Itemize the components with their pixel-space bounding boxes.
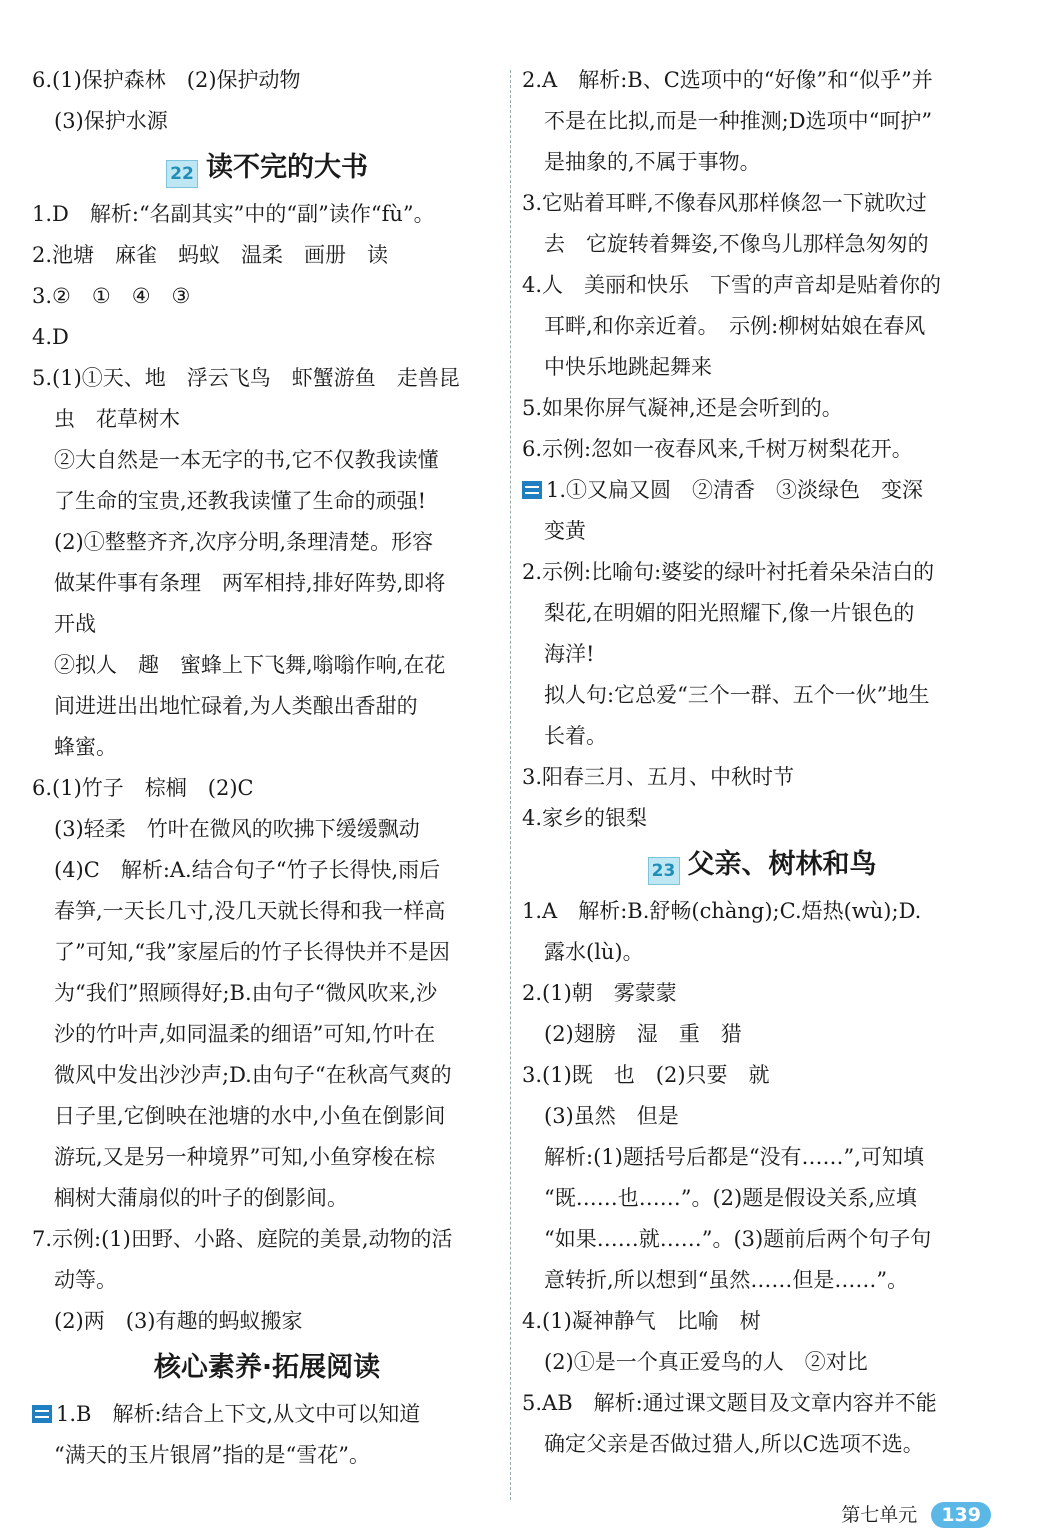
answer-text: (3)保护水源 — [54, 109, 168, 133]
answer-line — [522, 429, 1002, 470]
answer-line — [32, 1219, 502, 1260]
answer-continuation-line — [32, 1435, 502, 1476]
answer-text: 露水(lù)。 — [544, 940, 644, 964]
answer-text: 确定父亲是否做过猎人,所以C选项不选。 — [544, 1432, 924, 1456]
answer-text: 5.(1)①天、地 浮云飞鸟 虾蟹游鱼 走兽昆 — [32, 366, 460, 390]
page-number: 139 — [931, 1502, 991, 1528]
answer-line — [522, 1055, 1002, 1096]
answer-continuation-line — [32, 399, 502, 440]
answer-text: 虫 花草树木 — [54, 407, 180, 431]
answer-text: 4.人 美丽和快乐 下雪的声音却是贴着你的 — [522, 273, 942, 297]
answer-text: ②拟人 趣 蜜蜂上下飞舞,嗡嗡作响,在花 — [54, 653, 446, 677]
answer-text: 间进进出出地忙碌着,为人类酿出香甜的 — [54, 694, 418, 718]
answer-line — [32, 358, 502, 399]
answer-continuation-line — [32, 1178, 502, 1219]
column-divider — [510, 70, 511, 1500]
answer-line — [522, 973, 1002, 1014]
answer-text: 梨花,在明媚的阳光照耀下,像一片银色的 — [544, 601, 915, 625]
answer-text: 变黄 — [544, 519, 586, 543]
answer-continuation-line — [522, 1342, 1002, 1383]
answer-continuation-line — [32, 645, 502, 686]
answer-text: 1.①又扁又圆 ②清香 ③淡绿色 变深 — [546, 478, 924, 502]
answer-text: 中快乐地跳起舞来 — [544, 355, 712, 379]
answer-continuation-line — [32, 1137, 502, 1178]
answer-text: 榈树大蒲扇似的叶子的倒影间。 — [54, 1186, 348, 1210]
answer-text: 3.阳春三月、五月、中秋时节 — [522, 765, 795, 789]
answer-text: 了”可知,“我”家屋后的竹子长得快并不是因 — [54, 940, 450, 964]
answer-continuation-line — [32, 1014, 502, 1055]
lesson-number-badge: 23 — [648, 857, 680, 885]
answer-continuation-line — [32, 481, 502, 522]
answer-text: 4.家乡的银梨 — [522, 806, 648, 830]
answer-continuation-line — [32, 522, 502, 563]
section-title — [32, 1342, 502, 1394]
section-title-text: 核心素养·拓展阅读 — [153, 1352, 381, 1383]
lesson-number-badge: 22 — [166, 160, 198, 188]
answer-text: 意转折,所以想到“虽然……但是……”。 — [544, 1268, 909, 1292]
section-title-text: 读不完的大书 — [206, 152, 368, 183]
answer-continuation-line — [32, 809, 502, 850]
answer-continuation-line — [522, 675, 1002, 716]
answer-continuation-line — [32, 891, 502, 932]
answer-text: 动等。 — [54, 1268, 117, 1292]
answer-continuation-line — [32, 973, 502, 1014]
answer-line — [522, 1301, 1002, 1342]
answer-continuation-line — [522, 716, 1002, 757]
answer-continuation-line — [522, 634, 1002, 675]
answer-text: 春笋,一天长几寸,没几天就长得和我一样高 — [54, 899, 446, 923]
answer-text: 1.A 解析:B.舒畅(chàng);C.焐热(wù);D. — [522, 899, 922, 923]
answer-line — [32, 60, 502, 101]
answer-line — [522, 60, 1002, 101]
answer-text: 1.D 解析:“名副其实”中的“副”读作“fù”。 — [32, 202, 435, 226]
answer-continuation-line — [522, 224, 1002, 265]
answer-text: 海洋! — [544, 642, 595, 666]
answer-continuation-line — [32, 1096, 502, 1137]
answer-continuation-line — [522, 1014, 1002, 1055]
section-title — [32, 142, 502, 194]
answer-text: 去 它旋转着舞姿,不像鸟儿那样急匆匆的 — [544, 232, 929, 256]
answer-continuation-line — [32, 604, 502, 645]
answer-text: 微风中发出沙沙声;D.由句子“在秋高气爽的 — [54, 1063, 452, 1087]
answer-text: ②大自然是一本无字的书,它不仅教我读懂 — [54, 448, 439, 472]
answer-text: 做某件事有条理 两军相持,排好阵势,即将 — [54, 571, 446, 595]
answer-line — [522, 757, 1002, 798]
answer-text: 3.(1)既 也 (2)只要 就 — [522, 1063, 770, 1087]
answer-text: 日子里,它倒映在池塘的水中,小鱼在倒影间 — [54, 1104, 446, 1128]
answer-continuation-line — [522, 306, 1002, 347]
answer-line — [522, 183, 1002, 224]
answer-text: 不是在比拟,而是一种推测;D选项中“呵护” — [544, 109, 933, 133]
answer-continuation-line — [522, 347, 1002, 388]
answer-text: 2.示例:比喻句:婆娑的绿叶衬托着朵朵洁白的 — [522, 560, 935, 584]
answer-continuation-line — [32, 1055, 502, 1096]
answer-line — [32, 317, 502, 358]
answer-text: 耳畔,和你亲近着。 示例:柳树姑娘在春风 — [544, 314, 926, 338]
answer-text: 解析:(1)题括号后都是“没有……”,可知填 — [544, 1145, 924, 1169]
answer-text: 2.(1)朝 雾蒙蒙 — [522, 981, 677, 1005]
answer-line — [32, 1394, 502, 1435]
answer-line — [522, 265, 1002, 306]
answer-text: (2)①整整齐齐,次序分明,条理清楚。形容 — [54, 530, 434, 554]
answer-text: 1.B 解析:结合上下文,从文中可以知道 — [56, 1402, 421, 1426]
answer-text: 游玩,又是另一种境界”可知,小鱼穿梭在棕 — [54, 1145, 436, 1169]
answer-continuation-line — [522, 932, 1002, 973]
answer-text: 4.(1)凝神静气 比喻 树 — [522, 1309, 761, 1333]
answer-line — [522, 1383, 1002, 1424]
section-title-text: 父亲、树林和鸟 — [687, 849, 877, 880]
answer-continuation-line — [522, 1260, 1002, 1301]
answer-line — [32, 235, 502, 276]
answer-line — [522, 552, 1002, 593]
answer-text: (2)翅膀 湿 重 猎 — [544, 1022, 742, 1046]
page-footer — [841, 1500, 991, 1530]
unit-label: 第七单元 — [841, 1504, 918, 1526]
answer-continuation-line — [32, 686, 502, 727]
answer-text: 7.示例:(1)田野、小路、庭院的美景,动物的活 — [32, 1227, 453, 1251]
answer-continuation-line — [32, 1260, 502, 1301]
answer-continuation-line — [32, 727, 502, 768]
answer-line — [32, 276, 502, 317]
answer-continuation-line — [522, 1096, 1002, 1137]
answer-text: “如果……就……”。(3)题前后两个句子句 — [544, 1227, 932, 1251]
answer-continuation-line — [522, 1178, 1002, 1219]
answer-continuation-line — [522, 511, 1002, 552]
answer-line — [522, 798, 1002, 839]
right-column — [522, 60, 1002, 1465]
answer-text: 长着。 — [544, 724, 607, 748]
answer-continuation-line — [32, 932, 502, 973]
answer-text: 沙的竹叶声,如同温柔的细语”可知,竹叶在 — [54, 1022, 436, 1046]
answer-continuation-line — [522, 1137, 1002, 1178]
answer-text: 6.(1)保护森林 (2)保护动物 — [32, 68, 301, 92]
answer-text: (2)两 (3)有趣的蚂蚁搬家 — [54, 1309, 303, 1333]
answer-continuation-line — [522, 1219, 1002, 1260]
left-column — [32, 60, 502, 1476]
answer-text: 3.它贴着耳畔,不像春风那样倏忽一下就吹过 — [522, 191, 927, 215]
answer-text: 是抽象的,不属于事物。 — [544, 150, 761, 174]
answer-continuation-line — [32, 440, 502, 481]
answer-continuation-line — [32, 1301, 502, 1342]
answer-text: “既……也……”。(2)题是假设关系,应填 — [544, 1186, 917, 1210]
answer-text: 蜂蜜。 — [54, 735, 117, 759]
answer-line — [522, 388, 1002, 429]
answer-continuation-line — [32, 850, 502, 891]
answer-text: 6.示例:忽如一夜春风来,千树万树梨花开。 — [522, 437, 913, 461]
answer-continuation-line — [522, 593, 1002, 634]
answer-line — [522, 470, 1002, 511]
answer-text: 为“我们”照顾得好;B.由句子“微风吹来,沙 — [54, 981, 438, 1005]
extension-exercise-icon — [522, 481, 542, 499]
answer-text: 2.池塘 麻雀 蚂蚁 温柔 画册 读 — [32, 243, 389, 267]
answer-continuation-line — [522, 101, 1002, 142]
section-title — [522, 839, 1002, 891]
answer-continuation-line — [32, 101, 502, 142]
answer-line — [32, 768, 502, 809]
answer-text: “满天的玉片银屑”指的是“雪花”。 — [54, 1443, 370, 1467]
answer-text: 2.A 解析:B、C选项中的“好像”和“似乎”并 — [522, 68, 933, 92]
answer-text: (3)轻柔 竹叶在微风的吹拂下缓缓飘动 — [54, 817, 420, 841]
extension-exercise-icon — [32, 1405, 52, 1423]
answer-continuation-line — [32, 563, 502, 604]
answer-text: (2)①是一个真正爱鸟的人 ②对比 — [544, 1350, 868, 1374]
answer-text: (3)虽然 但是 — [544, 1104, 679, 1128]
answer-text: 3.② ① ④ ③ — [32, 284, 191, 308]
answer-line — [522, 891, 1002, 932]
answer-text: 了生命的宝贵,还教我读懂了生命的顽强! — [54, 489, 427, 513]
answer-text: 拟人句:它总爱“三个一群、五个一伙”地生 — [544, 683, 930, 707]
answer-text: (4)C 解析:A.结合句子“竹子长得快,雨后 — [54, 858, 441, 882]
answer-continuation-line — [522, 142, 1002, 183]
answer-text: 6.(1)竹子 棕榈 (2)C — [32, 776, 254, 800]
answer-line — [32, 194, 502, 235]
answer-text: 5.AB 解析:通过课文题目及文章内容并不能 — [522, 1391, 937, 1415]
answer-text: 开战 — [54, 612, 96, 636]
answer-text: 5.如果你屏气凝神,还是会听到的。 — [522, 396, 843, 420]
answer-text: 4.D — [32, 325, 69, 349]
answer-continuation-line — [522, 1424, 1002, 1465]
